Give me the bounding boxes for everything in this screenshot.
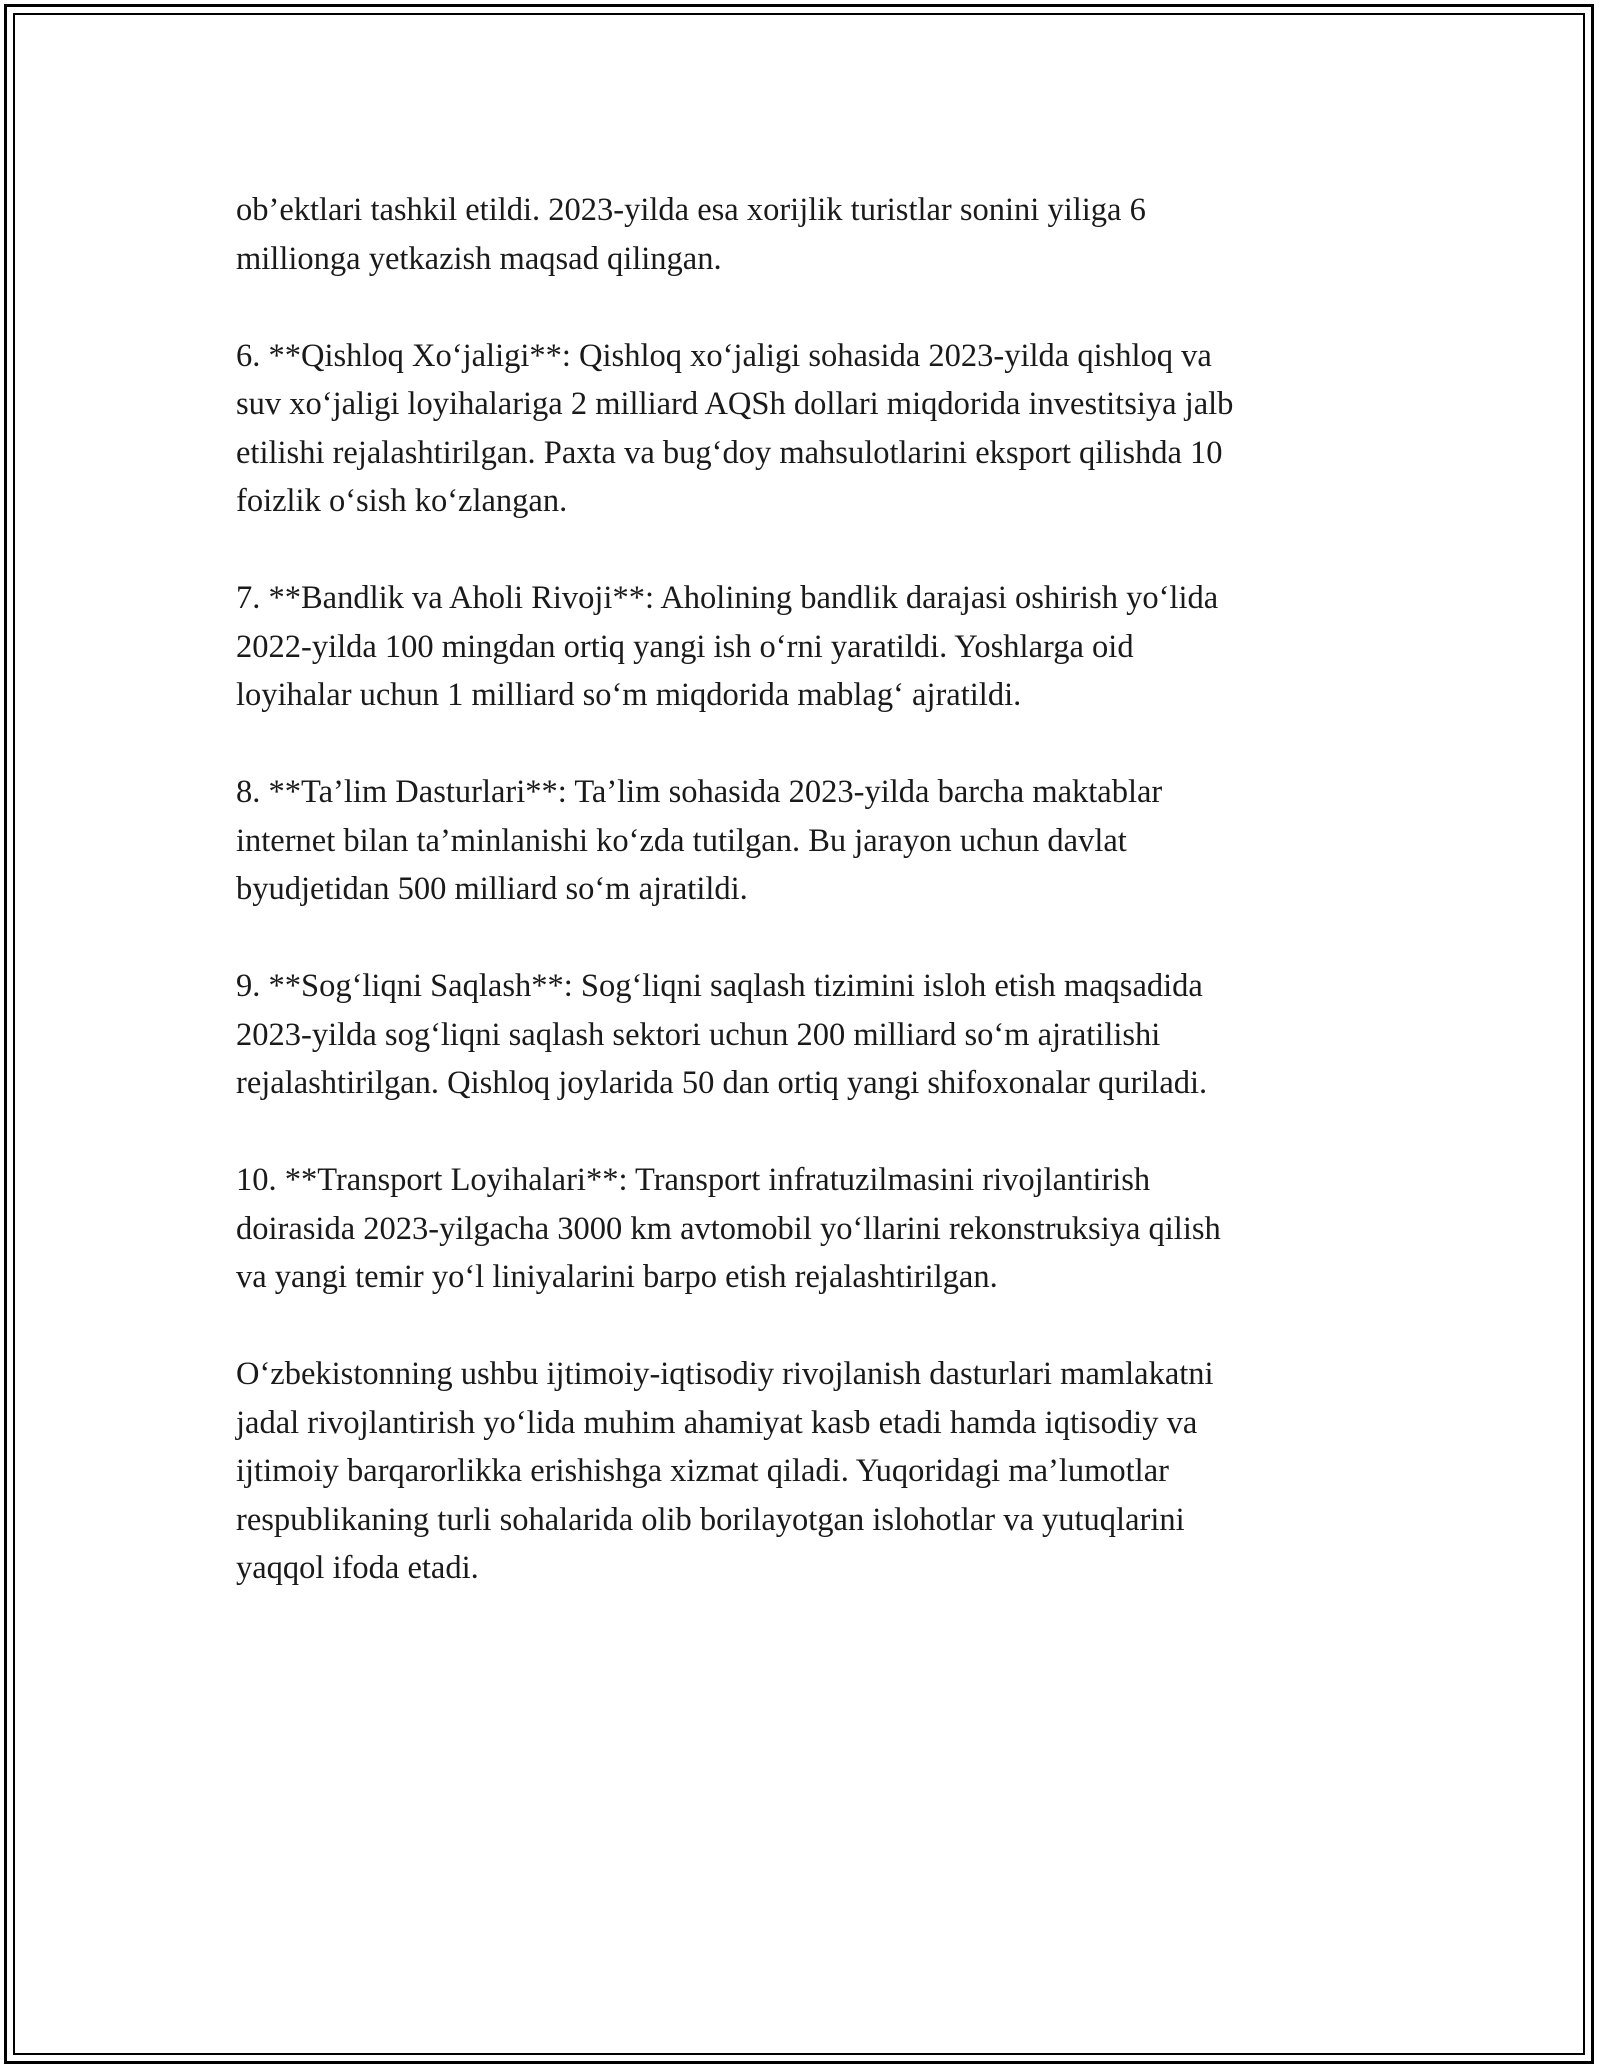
paragraph-employment [236, 574, 1376, 720]
paragraph-conclusion [236, 1350, 1376, 1593]
paragraph-healthcare [236, 962, 1376, 1108]
text-line: 8. **Ta’lim Dasturlari**: Ta’lim sohasida 2023-yilda barcha maktablar [236, 774, 1163, 810]
text-line: foizlik o‘sish ko‘zlangan. [236, 483, 568, 519]
text-line: respublikaning turli sohalarida olib borilayotgan islohotlar va yutuqlarini [236, 1501, 1185, 1538]
text-line: suv xo‘jaligi loyihalariga 2 milliard AQSh dollari miqdorida investitsiya jalb [236, 386, 1234, 422]
paragraph-agriculture [236, 332, 1376, 526]
text-line: 6. **Qishloq Xo‘jaligi**: Qishloq xo‘jaligi sohasida 2023-yilda qishloq va [236, 337, 1212, 374]
text-line: va yangi temir yo‘l liniyalarini barpo etish rejalashtirilgan. [236, 1259, 998, 1295]
paragraph-education [236, 768, 1376, 914]
text-line: 7. **Bandlik va Aholi Rivoji**: Aholining bandlik darajasi oshirish yo‘lida [236, 580, 1219, 616]
text-line: 9. **Sog‘liqni Saqlash**: Sog‘liqni saqlash tizimini isloh etish maqsadida [236, 968, 1203, 1004]
text-line: rejalashtirilgan. Qishloq joylarida 50 dan ortiq yangi shifoxonalar quriladi. [236, 1065, 1208, 1101]
text-line: O‘zbekistonning ushbu ijtimoiy-iqtisodiy rivojlanish dasturlari mamlakatni [236, 1356, 1214, 1392]
text-line: loyihalar uchun 1 milliard so‘m miqdorida mablag‘ ajratildi. [236, 677, 1022, 713]
text-line: ijtimoiy barqarorlikka erishishga xizmat qiladi. Yuqoridagi ma’lumotlar [236, 1453, 1169, 1489]
text-line: 2022-yilda 100 mingdan ortiq yangi ish o‘rni yaratildi. Yoshlarga oid [236, 628, 1134, 665]
text-line: jadal rivojlantirish yo‘lida muhim ahamiyat kasb etadi hamda iqtisodiy va [236, 1404, 1198, 1441]
text-line: doirasida 2023-yilgacha 3000 km avtomobil yo‘llarini rekonstruksiya qilish [236, 1210, 1221, 1247]
document-body [236, 186, 1376, 1641]
paragraph-transport [236, 1156, 1376, 1302]
text-line: etilishi rejalashtirilgan. Paxta va bug‘doy mahsulotlarini eksport qilishda 10 [236, 434, 1223, 471]
text-line: byudjetidan 500 milliard so‘m ajratildi. [236, 871, 748, 907]
text-line: 10. **Transport Loyihalari**: Transport infratuzilmasini rivojlantirish [236, 1162, 1151, 1198]
text-line: yaqqol ifoda etadi. [236, 1550, 479, 1586]
text-line: internet bilan ta’minlanishi ko‘zda tutilgan. Bu jarayon uchun davlat [236, 822, 1127, 859]
paragraph-tourism-continuation [236, 186, 1376, 283]
text-line: millionga yetkazish maqsad qilingan. [236, 240, 722, 277]
text-line: 2023-yilda sog‘liqni saqlash sektori uchun 200 milliard so‘m ajratilishi [236, 1016, 1161, 1053]
text-line: ob’ektlari tashkil etildi. 2023-yilda esa xorijlik turistlar sonini yiliga 6 [236, 192, 1146, 228]
